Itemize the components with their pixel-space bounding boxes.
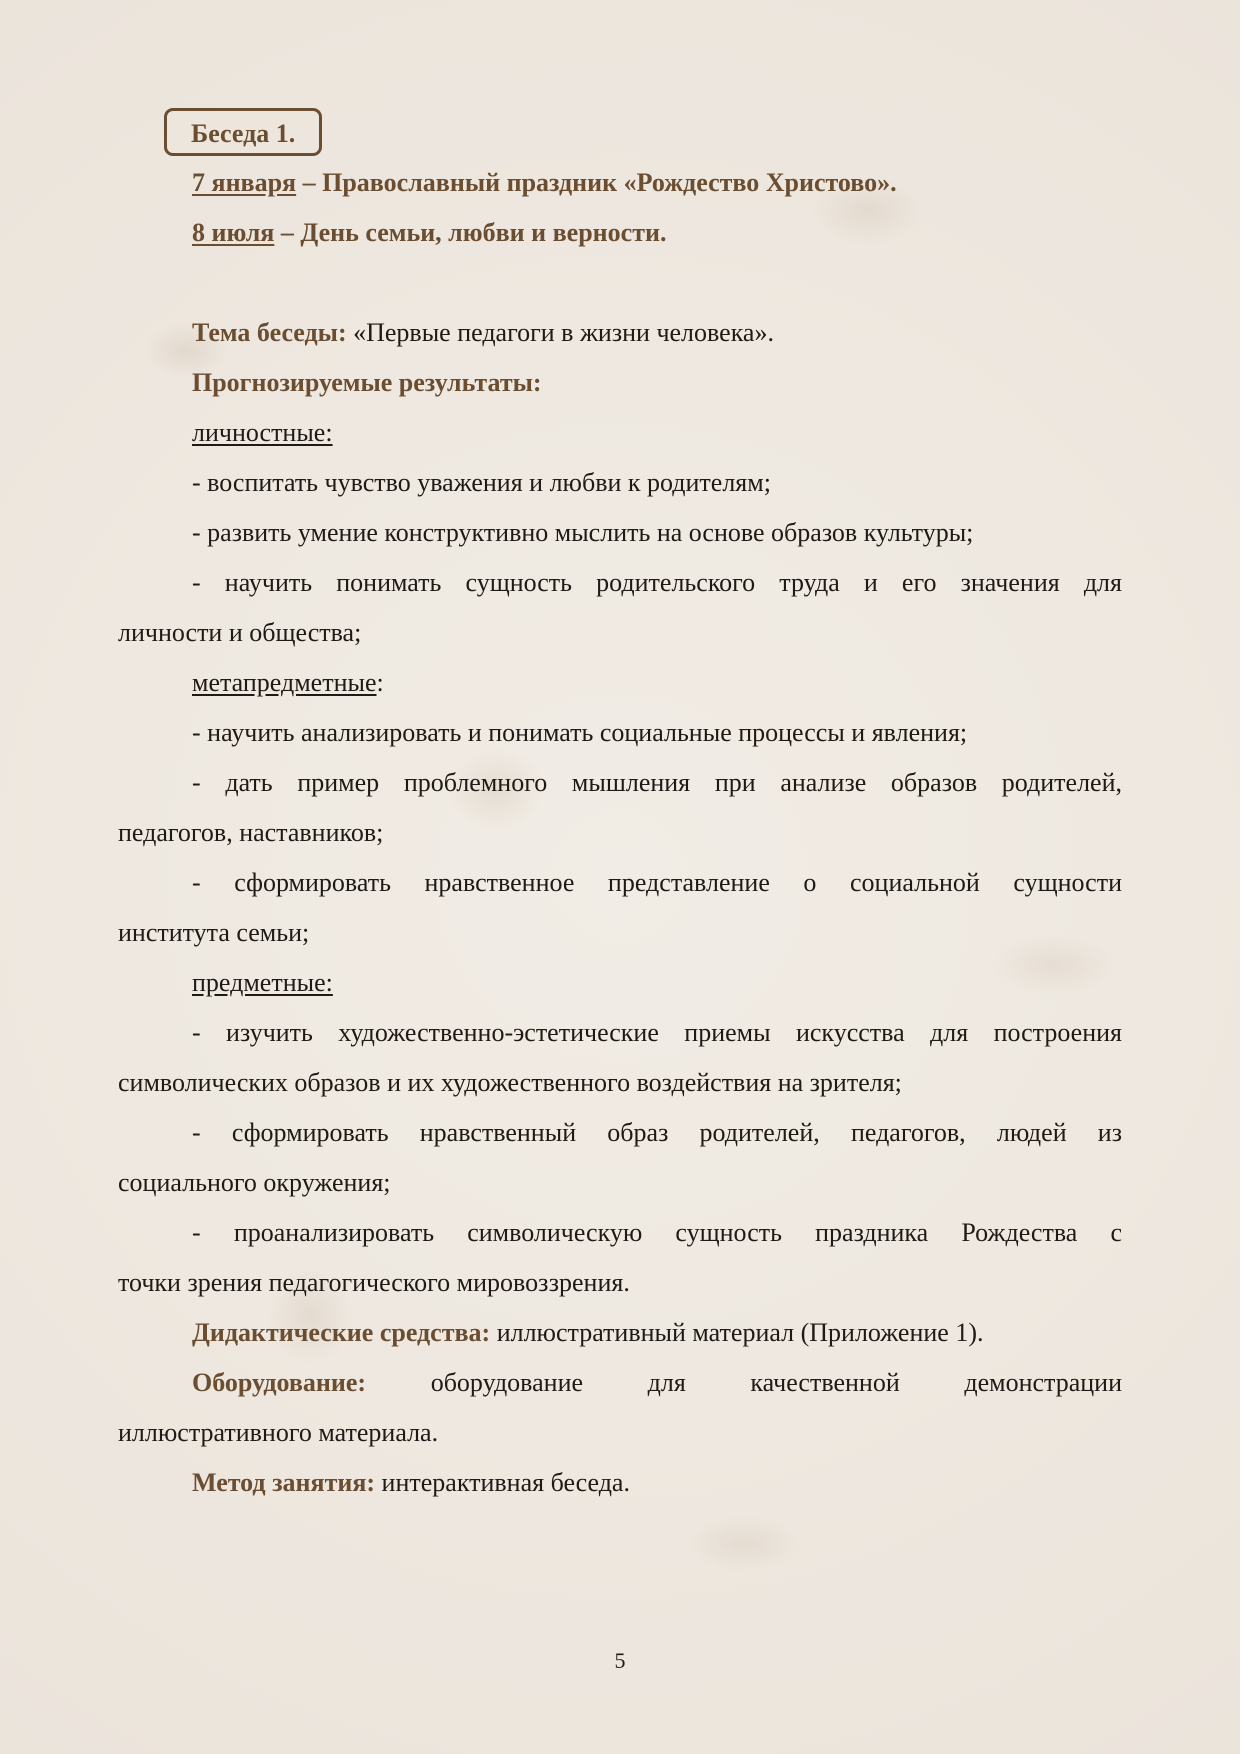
holiday-line-1 <box>118 158 1122 208</box>
subject-item-2-line-2: социального окружения; <box>118 1168 391 1197</box>
personal-heading-line <box>118 408 1122 458</box>
holiday-date-1: 7 января <box>192 168 297 197</box>
topic-line <box>118 308 1122 358</box>
personal-item-2: - развить умение конструктивно мыслить на основе образов культуры; <box>192 518 974 547</box>
holiday-line-2 <box>118 208 1122 258</box>
spacer <box>118 258 1122 308</box>
meta-item-2-line-1: - дать пример проблемного мышления при анализе образов родителей, <box>192 768 1122 797</box>
results-heading: Прогнозируемые результаты: <box>192 368 542 397</box>
personal-item-3-line-2: личности и общества; <box>118 618 362 647</box>
topic-value: «Первые педагоги в жизни человека». <box>346 318 774 347</box>
personal-item-3-line-1: - научить понимать сущность родительского труда и его значения для <box>192 568 1122 597</box>
meta-item-3-line-2: института семьи; <box>118 918 310 947</box>
subject-item-3-line-2: точки зрения педагогического мировоззрения. <box>118 1268 630 1297</box>
holiday-text-2: – День семьи, любви и верности. <box>274 218 667 247</box>
meta-heading-line <box>118 658 1122 708</box>
equipment-value-1: оборудование для качественной демонстрации <box>430 1368 1122 1397</box>
subject-item-2-line-1: - сформировать нравственный образ родителей, педагогов, людей из <box>192 1118 1122 1147</box>
page-number: 5 <box>614 1648 626 1673</box>
method-value: интерактивная беседа. <box>375 1468 630 1497</box>
holiday-date-2: 8 июля <box>192 218 275 247</box>
holiday-text-1: – Православный праздник «Рождество Христово». <box>296 168 897 197</box>
subject-item-1-line-2: символических образов и их художественного воздействия на зрителя; <box>118 1068 902 1097</box>
subject-item-3-line-1: - проанализировать символическую сущность праздника Рождества с <box>192 1218 1122 1247</box>
didactic-value: иллюстративный материал (Приложение 1). <box>490 1318 984 1347</box>
equipment-line-2: иллюстративного материала. <box>118 1418 439 1447</box>
document-content <box>118 108 1122 1508</box>
personal-item-1: - воспитать чувство уважения и любви к родителям; <box>192 468 771 497</box>
subject-heading-line <box>118 958 1122 1008</box>
subject-heading: предметные: <box>192 968 333 997</box>
meta-item-1: - научить анализировать и понимать социальные процессы и явления; <box>192 718 968 747</box>
subject-item-1-line-1: - изучить художественно-эстетические приемы искусства для построения <box>192 1018 1122 1047</box>
topic-label: Тема беседы: <box>192 318 347 347</box>
meta-item-3-line-1: - сформировать нравственное представление о социальной сущности <box>192 868 1122 897</box>
equipment-line-1 <box>118 1358 1122 1408</box>
meta-item-2-line-2: педагогов, наставников; <box>118 818 384 847</box>
lesson-header <box>118 108 1122 158</box>
didactic-label: Дидактические средства: <box>192 1318 491 1347</box>
lesson-title-box: Беседа 1. <box>164 108 322 156</box>
personal-heading: личностные: <box>192 418 333 447</box>
meta-heading: метапредметные <box>192 668 377 697</box>
meta-heading-colon: : <box>376 668 384 697</box>
method-label: Метод занятия: <box>192 1468 376 1497</box>
equipment-label: Оборудование: <box>192 1368 367 1397</box>
method-line <box>118 1458 1122 1508</box>
didactic-line <box>118 1308 1122 1358</box>
